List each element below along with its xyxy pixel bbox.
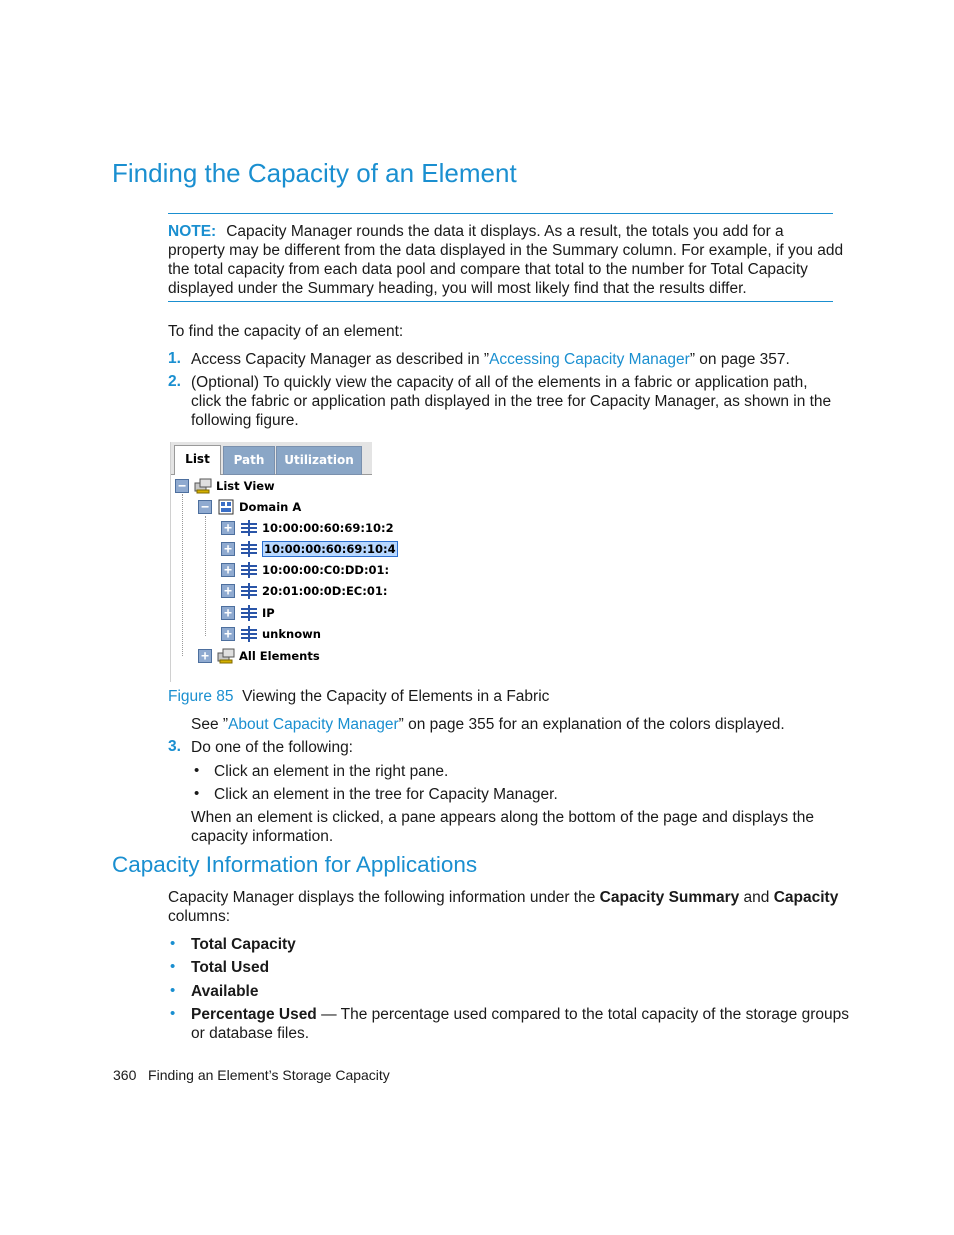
tab-path[interactable]: Path	[223, 446, 275, 475]
figure-caption: Figure 85 Viewing the Capacity of Elements in a Fabric	[168, 688, 550, 705]
tree-guide-line	[182, 494, 183, 656]
tree-node-fabric[interactable]	[221, 539, 398, 559]
tree-node-list-view[interactable]	[175, 476, 275, 496]
tree-label: List View	[216, 479, 275, 493]
page-title: Finding the Capacity of an Element	[112, 158, 517, 188]
fabric-icon	[239, 582, 259, 600]
tab-bar	[171, 442, 372, 475]
bullet-total-used: Total Used	[191, 959, 270, 976]
expand-icon[interactable]: +	[221, 542, 235, 556]
step-2-line-2: click the fabric or application path displayed in the tree for Capacity Manager, as shown in the	[191, 393, 832, 410]
tree-node-ip[interactable]	[221, 603, 275, 623]
sub-bullet-1: Click an element in the right pane.	[214, 763, 449, 780]
page-footer	[113, 1067, 390, 1083]
note-line-2: property may be different from the data displayed in the Summary column. For example, if you add	[168, 242, 844, 259]
tree-label: Domain A	[239, 500, 302, 514]
domain-icon	[216, 498, 236, 516]
expand-icon[interactable]: +	[221, 563, 235, 577]
tree-label: unknown	[262, 627, 321, 641]
step-1-number: 1.	[168, 350, 181, 367]
note-bottom-rule	[168, 301, 833, 302]
tree-node-fabric[interactable]	[221, 560, 389, 580]
tree-label: 10:00:00:C0:DD:01:	[262, 563, 390, 577]
tree-label: All Elements	[239, 649, 320, 663]
sub-bullet-2: Click an element in the tree for Capacity Manager.	[214, 786, 558, 803]
collapse-icon[interactable]: −	[198, 500, 212, 514]
expand-icon[interactable]: +	[221, 627, 235, 641]
step-3-text: Do one of the following:	[191, 739, 353, 756]
collapse-icon[interactable]: −	[175, 479, 189, 493]
note-label: NOTE:	[168, 223, 217, 240]
after-line-1: When an element is clicked, a pane appears along the bottom of the page and displays the	[191, 809, 814, 826]
tab-list[interactable]: List	[174, 445, 221, 475]
see-text: See ”About Capacity Manager” on page 355 for an explanation of the colors displayed.	[191, 716, 785, 733]
bullet-percentage-used: Percentage Used — The percentage used compared to the total capacity of the storage groups	[191, 1006, 849, 1023]
bullet-available: Available	[191, 983, 259, 1000]
note-line-4: displayed under the Summary heading, you will most likely find that the results differ.	[168, 280, 747, 297]
footer-title: Finding an Element’s Storage Capacity	[148, 1067, 390, 1083]
expand-icon[interactable]: +	[221, 584, 235, 598]
step-2-line-1: (Optional) To quickly view the capacity of all of the elements in a fabric or application path,	[191, 374, 808, 391]
step-2-line-3: following figure.	[191, 412, 299, 429]
tree-node-unknown[interactable]	[221, 624, 321, 644]
bullet-dot: •	[170, 935, 176, 952]
note-line-1: NOTE: Capacity Manager rounds the data it displays. As a result, the totals you add for a	[168, 223, 784, 240]
capacity-manager-tree-screenshot	[170, 442, 396, 682]
expand-icon[interactable]: +	[221, 606, 235, 620]
intro-text: To find the capacity of an element:	[168, 323, 404, 340]
bullet-dot: •	[170, 982, 176, 999]
figure-caption-label: Figure 85	[168, 688, 234, 705]
step-2-number: 2.	[168, 373, 181, 390]
tree-node-domain-a[interactable]	[198, 497, 301, 517]
section-heading: Capacity Information for Applications	[112, 852, 478, 877]
para2-line-1: Capacity Manager displays the following information under the Capacity Summary and Capacity	[168, 889, 839, 906]
after-line-2: capacity information.	[191, 828, 334, 845]
step-1-text: Access Capacity Manager as described in ”Accessing Capacity Manager” on page 357.	[191, 351, 790, 368]
note-top-rule	[168, 213, 833, 214]
fabric-icon	[239, 561, 259, 579]
fabric-icon	[239, 625, 259, 643]
bullet-dot: •	[170, 1005, 176, 1022]
fabric-icon	[239, 519, 259, 537]
bullet-dot: •	[194, 785, 200, 802]
bullet-percentage-used-line-2: or database files.	[191, 1025, 310, 1042]
tree-label-selected: 10:00:00:60:69:10:4	[264, 542, 396, 556]
expand-icon[interactable]: +	[221, 521, 235, 535]
step-3-number: 3.	[168, 738, 181, 755]
bullet-dot: •	[170, 958, 176, 975]
tree-label: IP	[262, 606, 275, 620]
para2-line-2: columns:	[168, 908, 231, 925]
server-group-icon	[193, 477, 213, 495]
fabric-icon	[239, 604, 259, 622]
expand-icon[interactable]: +	[198, 649, 212, 663]
tree-label: 10:00:00:60:69:10:2	[262, 521, 394, 535]
tree-label: 20:01:00:0D:EC:01:	[262, 584, 388, 598]
tab-utilization[interactable]: Utilization	[276, 446, 362, 475]
tree-node-fabric[interactable]	[221, 581, 387, 601]
note-line-3: the total capacity from each data pool and compare that total to the number for Total Capacity	[168, 261, 808, 278]
bullet-dot: •	[194, 762, 200, 779]
about-capacity-manager-link[interactable]: About Capacity Manager	[228, 716, 399, 733]
page-number: 360	[113, 1067, 137, 1083]
bullet-total-capacity: Total Capacity	[191, 936, 296, 953]
server-group-icon	[216, 647, 236, 665]
fabric-icon	[239, 540, 259, 558]
tree-node-fabric[interactable]	[221, 518, 394, 538]
tree-guide-line	[205, 516, 206, 636]
tree-node-all-elements[interactable]	[198, 646, 320, 666]
accessing-capacity-manager-link[interactable]: Accessing Capacity Manager	[489, 351, 690, 368]
